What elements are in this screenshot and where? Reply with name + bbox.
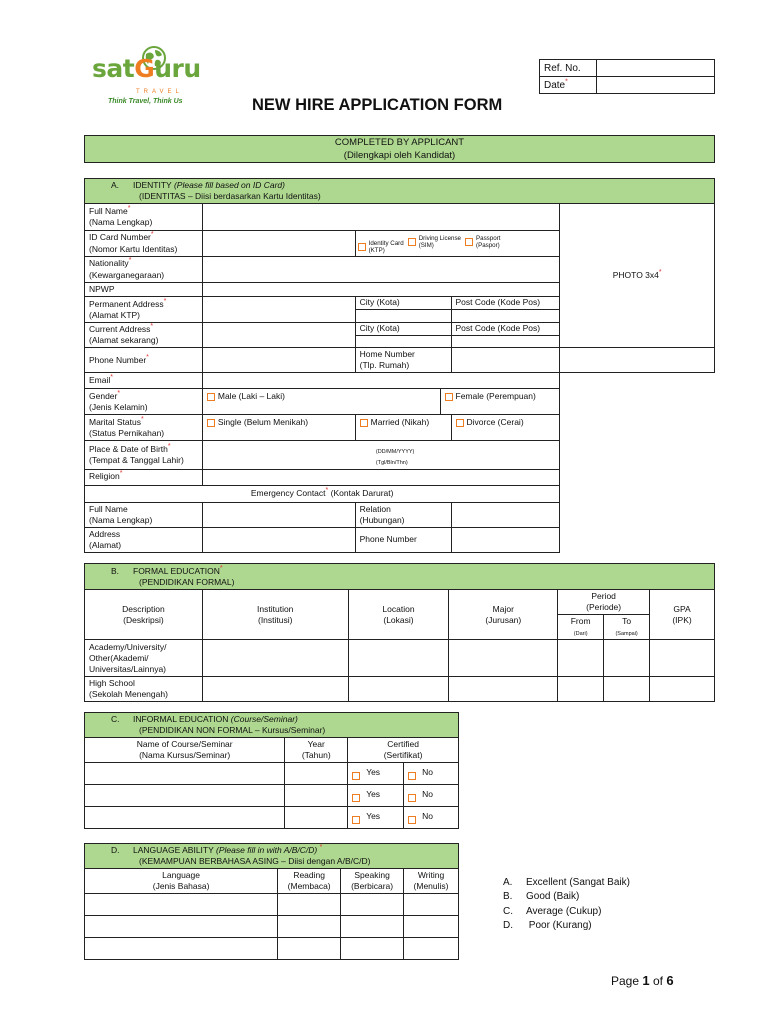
col-writing: Writing (Menulis) bbox=[404, 869, 459, 894]
col-period: Period (Periode) bbox=[558, 590, 650, 615]
email-input[interactable] bbox=[202, 373, 559, 389]
phone-label: Phone Number* bbox=[85, 348, 203, 373]
ec-full-name-input[interactable] bbox=[202, 502, 355, 527]
high-school-gpa-input[interactable] bbox=[650, 677, 715, 702]
course-name-input[interactable] bbox=[85, 763, 285, 785]
current-postcode-label: Post Code (Kode Pos) bbox=[452, 323, 560, 336]
page-number: Page 1 of 6 bbox=[611, 973, 674, 988]
course-year-input[interactable] bbox=[285, 807, 348, 829]
identity-header: A. IDENTITY (Please fill based on ID Card) (IDENTITAS – Diisi berdasarkan Kartu Identitas) bbox=[85, 179, 715, 204]
gender-label: Gender* (Jenis Kelamin) bbox=[85, 389, 203, 415]
gender-row bbox=[85, 389, 715, 415]
single-checkbox[interactable] bbox=[207, 419, 215, 427]
full-name-row bbox=[85, 204, 715, 231]
emergency-address-row bbox=[85, 527, 715, 552]
col-course-name: Name of Course/Seminar (Nama Kursus/Seminar) bbox=[85, 738, 285, 763]
certified-yes-option[interactable]: Yes bbox=[348, 785, 404, 807]
current-city-input[interactable] bbox=[360, 336, 447, 346]
ref-no-label: Ref. No. bbox=[540, 60, 597, 77]
logo-subtitle: TRAVEL bbox=[136, 89, 183, 95]
home-number-label: Home Number (Tlp. Rumah) bbox=[355, 348, 451, 373]
current-address-label: Current Address* (Alamat sekarang) bbox=[85, 323, 203, 348]
religion-input[interactable] bbox=[202, 469, 559, 485]
full-name-label: Full Name* (Nama Lengkap) bbox=[85, 204, 203, 231]
religion-row bbox=[85, 469, 715, 485]
certified-yes-option[interactable]: Yes bbox=[348, 763, 404, 785]
certified-no-option[interactable]: No bbox=[404, 807, 459, 829]
table-row bbox=[85, 785, 459, 807]
date-label: Date* bbox=[540, 77, 597, 94]
formal-education-columns bbox=[85, 590, 715, 615]
list-item: B. Good (Baik) bbox=[503, 891, 580, 903]
phone-row-photo-space bbox=[560, 348, 715, 373]
informal-education-header: C. INFORMAL EDUCATION (Course/Seminar) (PENDIDIKAN NON FORMAL – Kursus/Seminar) bbox=[85, 713, 459, 738]
col-certified: Certified (Sertifikat) bbox=[348, 738, 459, 763]
divorce-checkbox[interactable] bbox=[456, 419, 464, 427]
id-type-passport-option[interactable]: Passport (Paspor) bbox=[465, 235, 500, 249]
table-row bbox=[85, 916, 459, 938]
col-from: From (Dari) bbox=[558, 615, 604, 640]
language-input[interactable] bbox=[85, 938, 278, 960]
passport-checkbox[interactable] bbox=[465, 238, 473, 246]
col-major: Major (Jurusan) bbox=[449, 590, 558, 640]
yes-checkbox[interactable] bbox=[352, 772, 360, 780]
formal-education-section bbox=[84, 563, 715, 702]
emergency-name-row bbox=[85, 502, 715, 527]
certified-no-option[interactable]: No bbox=[404, 763, 459, 785]
banner-line-1: COMPLETED BY APPLICANT bbox=[334, 137, 465, 148]
ec-phone-input[interactable] bbox=[451, 527, 560, 552]
speaking-input[interactable] bbox=[341, 938, 404, 960]
full-name-input[interactable] bbox=[202, 204, 559, 231]
certified-no-option[interactable]: No bbox=[404, 785, 459, 807]
marital-single-option[interactable]: Single (Belum Menikah) bbox=[202, 415, 355, 441]
reference-table bbox=[539, 59, 715, 94]
table-row bbox=[85, 894, 459, 916]
col-language: Language (Jenis Bahasa) bbox=[85, 869, 278, 894]
table-row bbox=[85, 938, 459, 960]
marital-married-option[interactable]: Married (Nikah) bbox=[355, 415, 451, 441]
npwp-label: NPWP bbox=[85, 283, 203, 297]
ec-phone-label: Phone Number bbox=[355, 527, 451, 552]
marital-divorce-option[interactable]: Divorce (Cerai) bbox=[451, 415, 560, 441]
table-row bbox=[85, 763, 459, 785]
university-gpa-input[interactable] bbox=[650, 640, 715, 677]
language-input[interactable] bbox=[85, 916, 278, 938]
birth-input[interactable]: (DD/MM/YYYY) (Tgl/Bln/Thn) bbox=[202, 441, 559, 469]
course-year-input[interactable] bbox=[285, 785, 348, 807]
col-year: Year (Tahun) bbox=[285, 738, 348, 763]
list-item: D. Poor (Kurang) bbox=[503, 920, 592, 932]
banner-line-2: (Dilengkapi oleh Kandidat) bbox=[343, 149, 456, 161]
language-columns bbox=[85, 869, 459, 894]
list-item: C. Average (Cukup) bbox=[503, 905, 602, 917]
col-gpa: GPA (IPK) bbox=[650, 590, 715, 640]
date-field[interactable] bbox=[597, 77, 715, 94]
current-address-input[interactable] bbox=[202, 323, 355, 348]
ec-address-label: Address (Alamat) bbox=[85, 527, 203, 552]
nationality-label: Nationality* (Kewarganegaraan) bbox=[85, 257, 203, 283]
identity-section bbox=[84, 178, 715, 553]
gender-male-option[interactable]: Male (Laki – Laki) bbox=[202, 389, 440, 415]
id-type-ktp-option[interactable]: Identity Card (KTP) bbox=[358, 240, 404, 254]
religion-label: Religion* bbox=[85, 469, 203, 485]
female-checkbox[interactable] bbox=[445, 393, 453, 401]
permanent-address-label: Permanent Address* (Alamat KTP) bbox=[85, 297, 203, 323]
writing-input[interactable] bbox=[404, 894, 459, 916]
married-checkbox[interactable] bbox=[360, 419, 368, 427]
completed-by-applicant-banner bbox=[84, 135, 715, 163]
table-row bbox=[85, 677, 715, 702]
id-type-sim-option[interactable]: Driving License (SIM) bbox=[408, 235, 461, 249]
sim-checkbox[interactable] bbox=[408, 238, 416, 246]
col-reading: Reading (Membaca) bbox=[278, 869, 341, 894]
emergency-contact-title: Emergency Contact* (Kontak Darurat) bbox=[85, 485, 560, 502]
permanent-postcode-input[interactable] bbox=[456, 310, 556, 321]
course-name-input[interactable] bbox=[85, 785, 285, 807]
high-school-label: High School (Sekolah Menengah) bbox=[85, 677, 203, 702]
gender-female-option[interactable]: Female (Perempuan) bbox=[440, 389, 560, 415]
ec-full-name-label: Full Name (Nama Lengkap) bbox=[85, 502, 203, 527]
writing-input[interactable] bbox=[404, 916, 459, 938]
reading-input[interactable] bbox=[278, 938, 341, 960]
current-postcode-input[interactable] bbox=[456, 336, 556, 346]
high-school-to-input[interactable] bbox=[604, 677, 650, 702]
yes-checkbox[interactable] bbox=[352, 816, 360, 824]
speaking-input[interactable] bbox=[341, 916, 404, 938]
phone-row bbox=[85, 348, 715, 373]
speaking-input[interactable] bbox=[341, 894, 404, 916]
col-location: Location (Lokasi) bbox=[348, 590, 449, 640]
university-major-input[interactable] bbox=[449, 640, 558, 677]
birth-label: Place & Date of Birth* (Tempat & Tanggal Lahir) bbox=[85, 441, 203, 469]
high-school-institution-input[interactable] bbox=[202, 677, 348, 702]
emergency-contact-header bbox=[85, 485, 715, 502]
language-input[interactable] bbox=[85, 894, 278, 916]
permanent-city-input[interactable] bbox=[360, 310, 447, 321]
col-to: To (Sampai) bbox=[604, 615, 650, 640]
list-item: A. Excellent (Sangat Baik) bbox=[503, 877, 630, 888]
university-to-input[interactable] bbox=[604, 640, 650, 677]
marital-status-label: Marital Status* (Status Pernikahan) bbox=[85, 415, 203, 441]
course-year-input[interactable] bbox=[285, 763, 348, 785]
birth-row bbox=[85, 441, 715, 469]
home-number-input[interactable] bbox=[451, 348, 560, 373]
reading-input[interactable] bbox=[278, 916, 341, 938]
id-card-input[interactable] bbox=[202, 231, 355, 257]
no-checkbox[interactable] bbox=[408, 794, 416, 802]
marital-status-row bbox=[85, 415, 715, 441]
high-school-location-input[interactable] bbox=[348, 677, 449, 702]
logo-wordmark: satGuru bbox=[92, 54, 201, 83]
nationality-input[interactable] bbox=[202, 257, 559, 283]
permanent-postcode-label: Post Code (Kode Pos) bbox=[452, 297, 560, 310]
photo-box[interactable]: PHOTO 3x4* bbox=[560, 204, 715, 348]
course-name-input[interactable] bbox=[85, 807, 285, 829]
yes-checkbox[interactable] bbox=[352, 794, 360, 802]
no-checkbox[interactable] bbox=[408, 772, 416, 780]
logo-tagline: Think Travel, Think Us bbox=[108, 98, 183, 105]
company-logo bbox=[88, 42, 208, 110]
id-card-label: ID Card Number* (Nomor Kartu Identitas) bbox=[85, 231, 203, 257]
email-label: Email* bbox=[85, 373, 203, 389]
table-row bbox=[85, 640, 715, 677]
col-institution: Institution (Institusi) bbox=[202, 590, 348, 640]
informal-education-columns bbox=[85, 738, 459, 763]
phone-input[interactable] bbox=[202, 348, 355, 373]
high-school-from-input[interactable] bbox=[558, 677, 604, 702]
col-speaking: Speaking (Berbicara) bbox=[341, 869, 404, 894]
ec-relation-label: Relation (Hubungan) bbox=[355, 502, 451, 527]
table-row bbox=[85, 807, 459, 829]
language-header: D. LANGUAGE ABILITY (Please fill in with A/B/C/D) * (KEMAMPUAN BERBAHASA ASING – Diisi dengan A/B/C/D) bbox=[85, 844, 459, 869]
permanent-city-label: City (Kota) bbox=[356, 297, 451, 310]
language-scale-legend bbox=[503, 876, 630, 934]
writing-input[interactable] bbox=[404, 938, 459, 960]
university-institution-input[interactable] bbox=[202, 640, 348, 677]
university-label: Academy/University/ Other(Akademi/ Universitas/Lainnya) bbox=[85, 640, 203, 677]
reading-input[interactable] bbox=[278, 894, 341, 916]
university-location-input[interactable] bbox=[348, 640, 449, 677]
email-row bbox=[85, 373, 715, 389]
ec-relation-input[interactable] bbox=[451, 502, 560, 527]
informal-education-section bbox=[84, 712, 459, 829]
npwp-input[interactable] bbox=[202, 283, 559, 297]
language-ability-section bbox=[84, 843, 459, 960]
ref-no-field[interactable] bbox=[597, 60, 715, 77]
col-description: Description (Deskripsi) bbox=[85, 590, 203, 640]
certified-yes-option[interactable]: Yes bbox=[348, 807, 404, 829]
ec-address-input[interactable] bbox=[202, 527, 355, 552]
male-checkbox[interactable] bbox=[207, 393, 215, 401]
current-city-label: City (Kota) bbox=[356, 323, 451, 336]
formal-education-header: B. FORMAL EDUCATION* (PENDIDIKAN FORMAL) bbox=[85, 564, 715, 590]
page-title: NEW HIRE APPLICATION FORM bbox=[252, 96, 503, 114]
university-from-input[interactable] bbox=[558, 640, 604, 677]
no-checkbox[interactable] bbox=[408, 816, 416, 824]
ktp-checkbox[interactable] bbox=[358, 243, 366, 251]
permanent-address-input[interactable] bbox=[202, 297, 355, 323]
high-school-major-input[interactable] bbox=[449, 677, 558, 702]
